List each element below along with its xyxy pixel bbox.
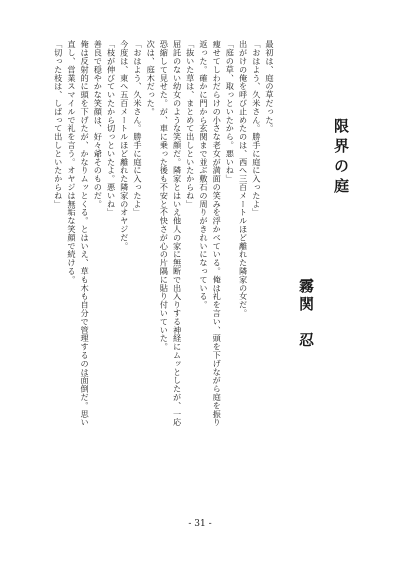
text-line: 善良で穏やかな笑顔は、好々爺そのものだ。: [93, 40, 104, 208]
text-line: 「抜いた草は、まとめて出しといたからね」: [185, 40, 196, 208]
page-number: - 31 -: [188, 519, 212, 529]
text-line: 屈託のない幼女のような笑顔だ。隣家とはいえ他人の家に無断で出入りする神経にムッとしたが、一応: [172, 40, 183, 427]
text-line: 俺は反射的に頭を下げたが、かなりムッとくる。とはいえ、草も木も自分で管理するのは面倒だ。思い: [80, 40, 91, 427]
text-line: 「枝が伸びていたから切っといたよ。悪いね」: [106, 40, 117, 217]
text-line: 次は、庭木だった。: [146, 40, 157, 116]
story-title: 限界の庭: [332, 118, 350, 198]
author-name: 霧関 忍: [297, 278, 315, 350]
body-text: [26, 40, 276, 470]
text-line: 返った。確かに門から玄関まで並ぶ敷石の周りがきれいになっている。: [198, 40, 209, 309]
text-line: 出がけの俺を呼び止めたのは、西へ三百メートルほど離れた隣家の女だ。: [238, 40, 249, 318]
text-line: 「切った枝は、しばって出しといたからね」: [53, 40, 64, 208]
text-line: 痩せてしわだらけの小さな老女が満面の笑みを浮かべている。俺は礼を言い、頭を下げながら庭を振り: [212, 40, 223, 427]
text-line: 恐縮して見せた。が、車に乗った後も不安と不快さが心の片隅に貼り付いていた。: [159, 40, 170, 351]
text-line: 「おはよう、久米さん。勝手に庭に入ったよ」: [132, 40, 143, 217]
text-line: 今度は、東へ五百メートルほど離れた隣家のオヤジだ。: [119, 40, 130, 250]
text-line: 最初は、庭の草だった。: [265, 40, 275, 133]
text-line: 「庭の草、取っといたから。悪いね」: [225, 40, 236, 183]
text-line: 直し、営業スマイルで礼を言う。オヤジは無垢な笑顔で続ける。: [66, 40, 77, 284]
text-line: 「おはよう、久米さん。勝手に庭に入ったよ」: [251, 40, 262, 217]
